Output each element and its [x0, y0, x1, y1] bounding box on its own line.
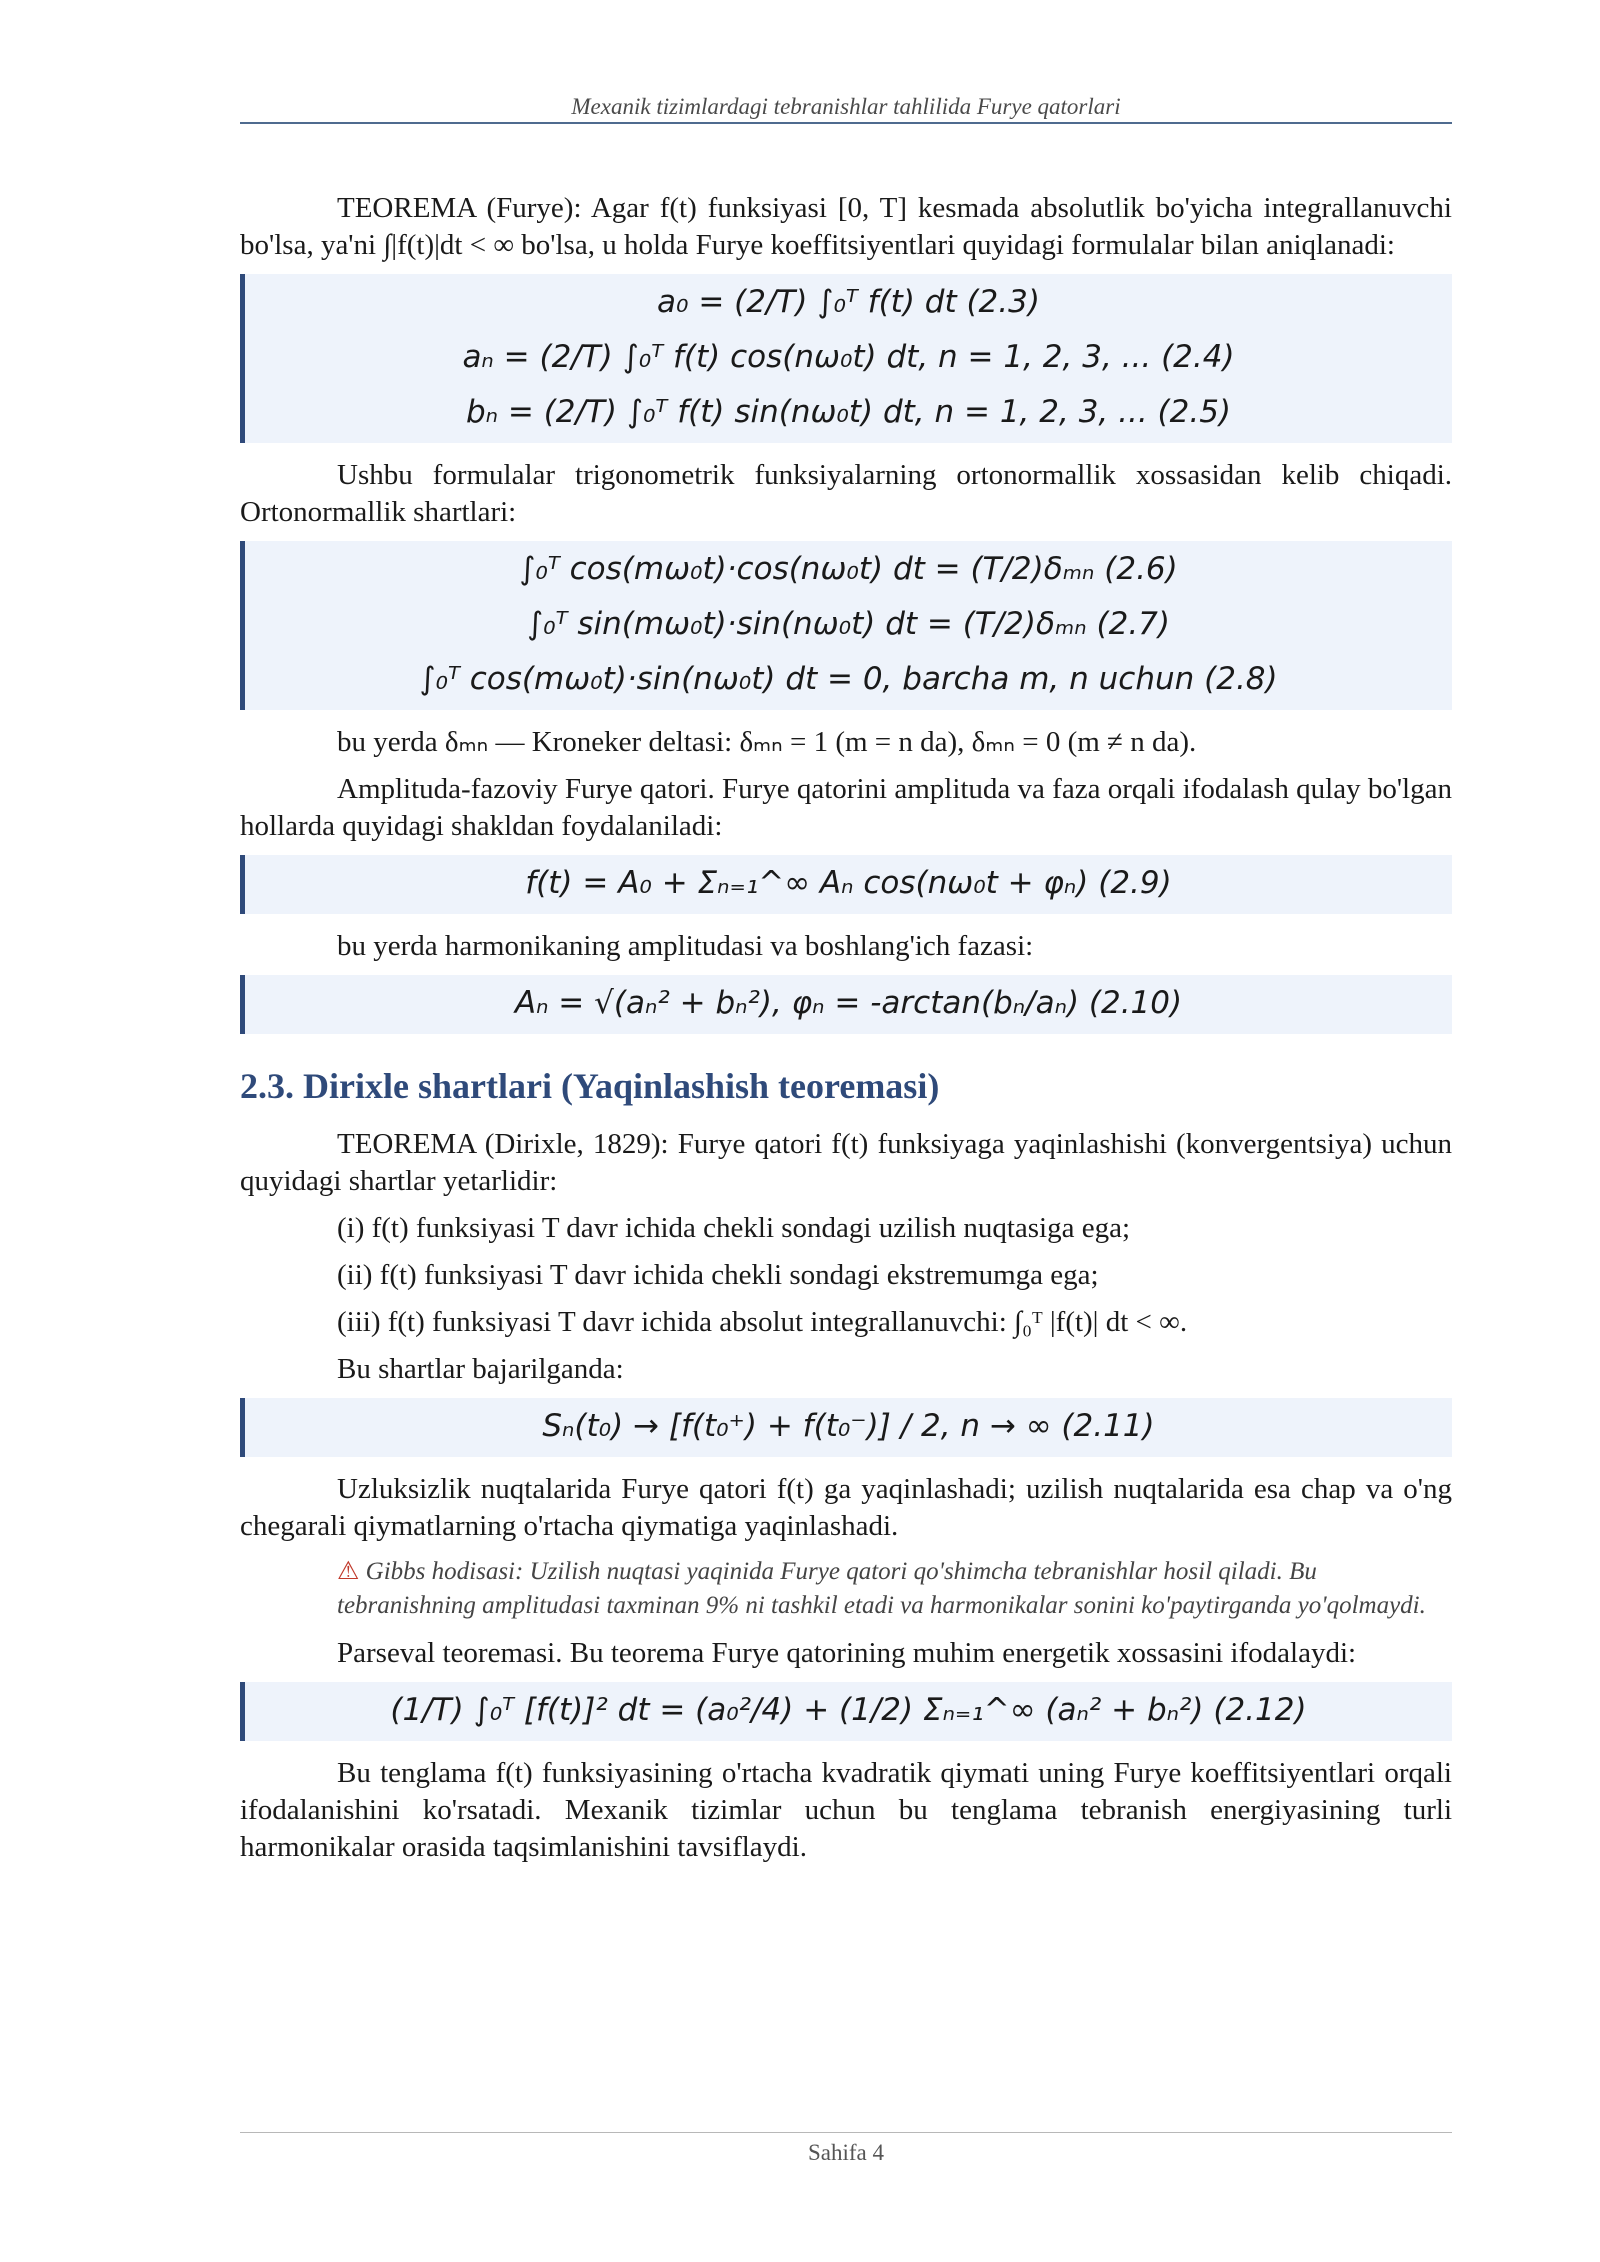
orthonormality-paragraph: Ushbu formulalar trigonometrik funksiyalarning ortonormallik xossasidan kelib chiqadi. Ortonormallik shartlari: — [240, 459, 1452, 528]
gibbs-note — [337, 1555, 1452, 1623]
formula-2-10: Aₙ = √(aₙ² + bₙ²), φₙ = -arctan(bₙ/aₙ) (2.10) — [514, 985, 1183, 1021]
formula-2-4: aₙ = (2/T) ∫₀ᵀ f(t) cos(nω₀t) dt, n = 1, 2, 3, ... (2.4) — [462, 339, 1235, 375]
condition-item: (ii) f(t) funksiyasi T davr ichida chekli sondagi ekstremumga ega; — [337, 1259, 1099, 1291]
formula-block-2-9 — [240, 855, 1452, 914]
formula-2-6: ∫₀ᵀ cos(mω₀t)·cos(nω₀t) dt = (T/2)δₘₙ (2.6) — [519, 551, 1178, 587]
formula-block-coefficients — [240, 274, 1452, 443]
formula-block-2-11 — [240, 1398, 1452, 1457]
gibbs-note-text: Gibbs hodisasi: Uzilish nuqtasi yaqinida Furye qatori qo'shimcha tebranishlar hosil qiladi. Bu tebranishning amplitudasi taxminan 9% ni tashkil etadi va harmonikalar sonini ko'paytirganda yo'qolmaydi. — [337, 1558, 1426, 1619]
condition-item: (i) f(t) funksiyasi T davr ichida chekli sondagi uzilish nuqtasiga ega; — [337, 1212, 1131, 1244]
page-number: Sahifa 4 — [807, 2140, 884, 2165]
formula-2-11: Sₙ(t₀) → [f(t₀⁺) + f(t₀⁻)] / 2, n → ∞ (2.11) — [542, 1408, 1155, 1444]
theorem-fourier-paragraph: TEOREMA (Furye): Agar f(t) funksiyasi [0, T] kesmada absolutlik bo'yicha integrallanuvchi bo'lsa, ya'ni ∫|f(t)|dt < ∞ bo'lsa, u holda Furye koeffitsiyentlari quyidagi formulalar bilan aniqlanadi: — [240, 192, 1452, 261]
parseval-paragraph: Parseval teoremasi. Bu teorema Furye qatorining muhim energetik xossasini ifodalaydi: — [337, 1637, 1357, 1669]
formula-2-7: ∫₀ᵀ sin(mω₀t)·sin(nω₀t) dt = (T/2)δₘₙ (2.7) — [527, 606, 1170, 642]
condition-item: (iii) f(t) funksiyasi T davr ichida absolut integrallanuvchi: ∫₀ᵀ |f(t)| dt < ∞. — [337, 1306, 1188, 1338]
formula-2-8: ∫₀ᵀ cos(mω₀t)·sin(nω₀t) dt = 0, barcha m, n uchun (2.8) — [419, 661, 1278, 697]
running-header: Mexanik tizimlardagi tebranishlar tahlilida Furye qatorlari — [571, 94, 1121, 119]
conditions-met-paragraph: Bu shartlar bajarilganda: — [337, 1353, 624, 1385]
harmonic-amplitude-paragraph: bu yerda harmonikaning amplitudasi va boshlang'ich fazasi: — [337, 930, 1034, 962]
section-heading: 2.3. Dirixle shartlari (Yaqinlashish teoremasi) — [240, 1066, 940, 1106]
formula-2-3: a₀ = (2/T) ∫₀ᵀ f(t) dt (2.3) — [657, 284, 1040, 320]
theorem-dirichlet-paragraph: TEOREMA (Dirixle, 1829): Furye qatori f(t) funksiyaga yaqinlashishi (konvergentsiya) uchun quyidagi shartlar yetarlidir: — [240, 1128, 1452, 1197]
convergence-paragraph: Uzluksizlik nuqtalarida Furye qatori f(t) ga yaqinlashadi; uzilish nuqtalarida esa chap va o'ng chegarali qiymatlarning o'rtacha qiymatiga yaqinlashadi. — [240, 1473, 1452, 1542]
formula-2-9: f(t) = A₀ + Σₙ₌₁^∞ Aₙ cos(nω₀t + φₙ) (2.9) — [525, 865, 1172, 901]
footer-divider — [240, 2132, 1452, 2133]
formula-block-orthonormality — [240, 541, 1452, 710]
header-divider — [240, 122, 1452, 124]
formula-block-2-12 — [240, 1682, 1452, 1741]
formula-2-5: bₙ = (2/T) ∫₀ᵀ f(t) sin(nω₀t) dt, n = 1, 2, 3, ... (2.5) — [465, 394, 1232, 430]
amplitude-phase-paragraph: Amplituda-fazoviy Furye qatori. Furye qatorini amplituda va faza orqali ifodalash qulay bo'lgan hollarda quyidagi shakldan foydalaniladi: — [240, 773, 1452, 842]
warning-icon: ⚠ — [337, 1558, 360, 1585]
page-body — [240, 190, 1452, 1876]
energy-paragraph: Bu tenglama f(t) funksiyasining o'rtacha kvadratik qiymati uning Furye koeffitsiyentlari orqali ifodalanishini ko'rsatadi. Mexanik tizimlar uchun bu tenglama tebranish energiyasining turli harmonikalar orasida taqsimlanishini tavsiflaydi. — [240, 1757, 1452, 1863]
formula-block-2-10 — [240, 975, 1452, 1034]
kronecker-paragraph: bu yerda δₘₙ — Kroneker deltasi: δₘₙ = 1 (m = n da), δₘₙ = 0 (m ≠ n da). — [337, 726, 1197, 758]
formula-2-12: (1/T) ∫₀ᵀ [f(t)]² dt = (a₀²/4) + (1/2) Σₙ₌₁^∞ (aₙ² + bₙ²) (2.12) — [390, 1692, 1307, 1728]
